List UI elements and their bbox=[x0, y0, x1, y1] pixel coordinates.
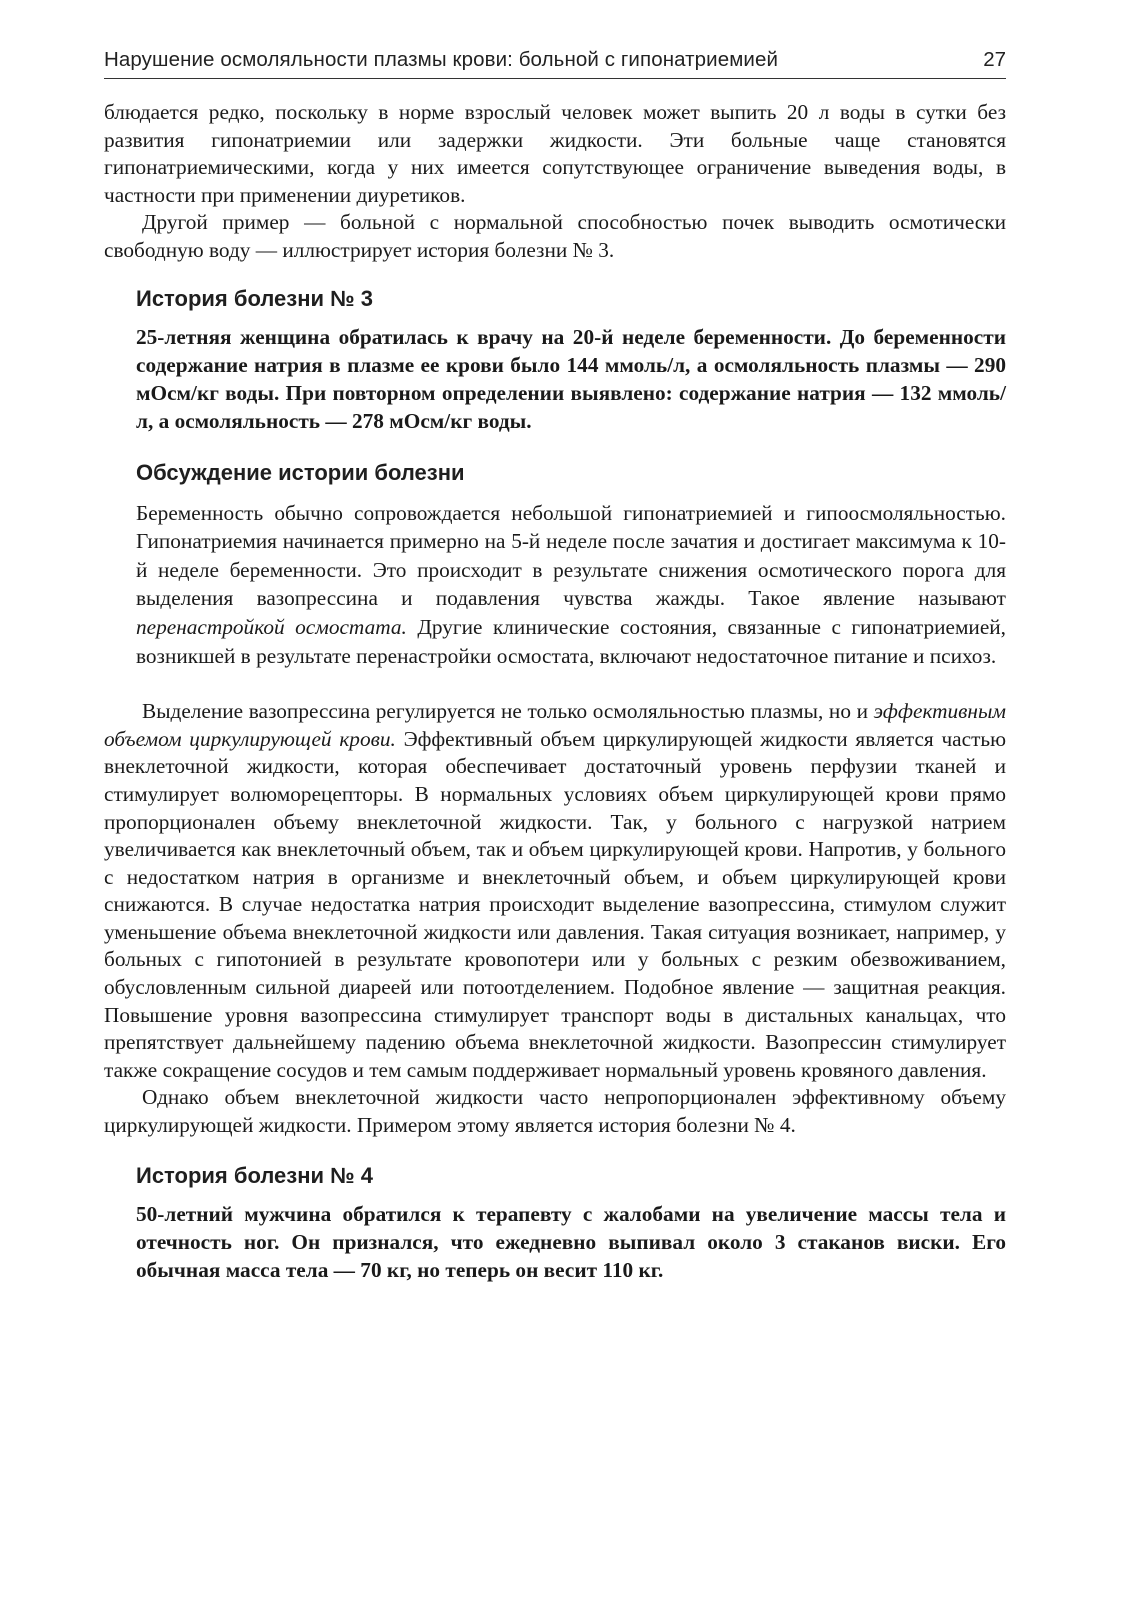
vasopressin-paragraph bbox=[104, 698, 1006, 1084]
page-number: 27 bbox=[983, 48, 1006, 71]
transition-paragraph: Однако объем внеклеточной жидкости часто непропорционален эффективному объему циркулирующей жидкости. Примером этому является история болезни № 4. bbox=[104, 1085, 1006, 1138]
case-3-heading: История болезни № 3 bbox=[136, 285, 374, 311]
vasopressin-text-start: Выделение вазопрессина регулируется не только осмоляльностью плазмы, но и bbox=[142, 699, 874, 724]
section-gap bbox=[104, 670, 1006, 698]
running-title: Нарушение осмоляльности плазмы крови: больной с гипонатриемией bbox=[104, 48, 779, 71]
discussion-heading: Обсуждение истории болезни bbox=[136, 459, 465, 485]
case-3-description: 25-летняя женщина обратилась к врачу на 20-й неделе беременности. До беременности содержание натрия в плазме ее крови было 144 ммоль/л, а осмоляльность плазмы — 290 мОсм/кг воды. При повторном определении выявлено: содержание натрия — 132 ммоль/л, а осмоляльность — 278 мОсм/кг воды. bbox=[136, 324, 1006, 433]
intro-paragraph-continued: блюдается редко, поскольку в норме взрослый человек может выпить 20 л воды в сутки без развития гипонатриемии или задержки жидкости. Эти больные чаще становятся гипонатриемическими, когда у них имеется сопутствующее ограничение выведения воды, в частности при применении диуретиков. bbox=[104, 100, 1006, 207]
running-head bbox=[104, 40, 1006, 79]
vasopressin-italic-term: эффективным объемом циркулирующей крови. bbox=[104, 699, 1006, 751]
case-4-description: 50-летний мужчина обратился к терапевту с жалобами на увеличение массы тела и отечность ног. Он признался, что ежедневно выпивал около 3 стаканов виски. Его обычная масса тела — 70 кг, но теперь он весит 110 кг. bbox=[136, 1201, 1006, 1282]
case-4-heading: История болезни № 4 bbox=[136, 1162, 374, 1188]
discussion-text-start: Беременность обычно сопровождается небольшой гипонатриемией и гипоосмоляльностью. Гипонатриемия начинается примерно на 5-й неделе после зачатия и достигает максимума к 10-й неделе беременности. Это происходит в результате снижения осмотического порога для выделения вазопрессина и подавления чувства жажды. Такое явление называют bbox=[136, 500, 1006, 611]
intro-paragraph-reference: Другой пример — больной с нормальной способностью почек выводить осмотически свободную воду — иллюстрирует история болезни № 3. bbox=[104, 210, 1006, 262]
discussion-text bbox=[136, 499, 1006, 671]
discussion-text-end: Другие клинические состояния, связанные с гипонатриемией, возникшей в результате перенастройки осмостата, включают недостаточное питание и психоз. bbox=[136, 614, 1006, 668]
vasopressin-text-end: Эффективный объем циркулирующей жидкости является частью внеклеточной жидкости, которая обеспечивает достаточный уровень перфузии тканей и стимулирует волюморецепторы. В нормальных условиях объем циркулирующей крови прямо пропорционален объему внеклеточной жидкости. Так, у больного с нагрузкой натрием увеличивается как внеклеточный объем, так и объем циркулирующей крови. Напротив, у больного с недостатком натрия в организме и внеклеточный объем, и объем циркулирующей крови снижаются. В случае недостатка натрия происходит выделение вазопрессина, стимулом служит уменьшение объема внеклеточной жидкости или давления. Такая ситуация возникает, например, у больных с гипотонией в результате кровопотери или у больных с резким обезвоживанием, обусловленным сильной диареей или потоотделением. Подобное явление — защитная реакция. Повышение уровня вазопрессина стимулирует транспорт воды в дистальных канальцах, что препятствует дальнейшему падению объема внеклеточной жидкости. Вазопрессин стимулирует также сокращение сосудов и тем самым поддерживает нормальный уровень кровяного давления. bbox=[104, 726, 1006, 1082]
case-history-4 bbox=[136, 1162, 1006, 1284]
discussion-italic-term: перенастройкой осмостата. bbox=[136, 614, 407, 639]
case-history-3 bbox=[136, 285, 1006, 671]
book-page bbox=[104, 40, 1006, 1284]
